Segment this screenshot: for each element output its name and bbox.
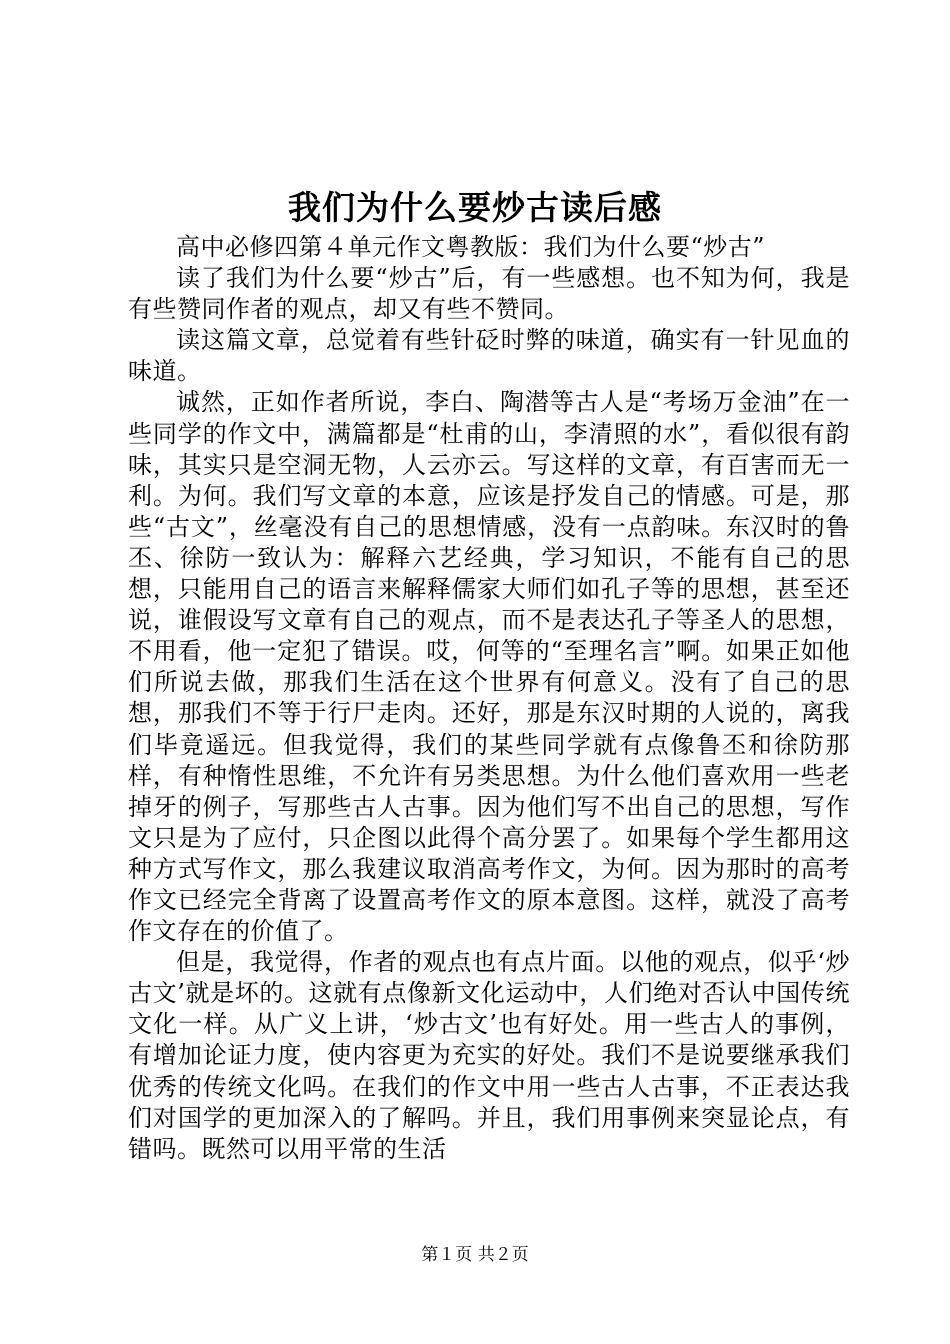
document-body [128, 232, 850, 1165]
paragraph-agreement: 诚然，正如作者所说，李白、陶潜等古人是“考场万金油”在一些同学的作文中，满篇都是“杜甫的山，李清照的水”，看似很有韵味，其实只是空洞无物，人云亦云。写这样的文章，有百害而无一利。为何。我们写文章的本意，应该是抒发自己的情感。可是，那些“古文”，丝毫没有自己的思想情感，没有一点韵味。东汉时的鲁丕、徐防一致认为：解释六艺经典，学习知识，不能有自己的思想，只能用自己的语言来解释儒家大师们如孔子等的思想，甚至还说，谁假设写文章有自己的观点，而不是表达孔子等圣人的思想，不用看，他一定犯了错误。哎，何等的“至理名言”啊。如果正如他们所说去做，那我们生活在这个世界有何意义。没有了自己的思想，那我们不等于行尸走肉。还好，那是东汉时期的人说的，离我们毕竟遥远。但我觉得，我们的某些同学就有点像鲁丕和徐防那样，有种惰性思维，不允许有另类思想。为什么他们喜欢用一些老掉牙的例子，写那些古人古事。因为他们写不出自己的思想，写作文只是为了应付，只企图以此得个高分罢了。如果每个学生都用这种方式写作文，那么我建议取消高考作文，为何。因为那时的高考作文已经完全背离了设置高考作文的原本意图。这样，就没了高考作文存在的价值了。 [128, 388, 850, 946]
paragraph-intro: 读了我们为什么要“炒古”后，有一些感想。也不知为何，我是有些赞同作者的观点，却又有些不赞同。 [128, 264, 850, 324]
paragraph-impression: 读这篇文章，总觉着有些针砭时弊的味道，确实有一针见血的味道。 [128, 326, 850, 386]
document-title: 我们为什么要炒古读后感 [288, 188, 662, 227]
page-footer: 第１页 共２页 [421, 1245, 529, 1265]
paragraph-disagreement: 但是，我觉得，作者的观点也有点片面。以他的观点，似乎‘炒古文’就是坏的。这就有点像新文化运动中，人们绝对否认中国传统文化一样。从广义上讲，‘炒古文’也有好处。用一些古人的事例，有增加论证力度，使内容更为充实的好处。我们不是说要继承我们优秀的传统文化吗。在我们的作文中用一些古人古事，不正表达我们对国学的更加深入的了解吗。并且，我们用事例来突显论点，有错吗。既然可以用平常的生活 [128, 948, 850, 1163]
paragraph-source: 高中必修四第４单元作文粤教版：我们为什么要“炒古” [176, 233, 766, 261]
